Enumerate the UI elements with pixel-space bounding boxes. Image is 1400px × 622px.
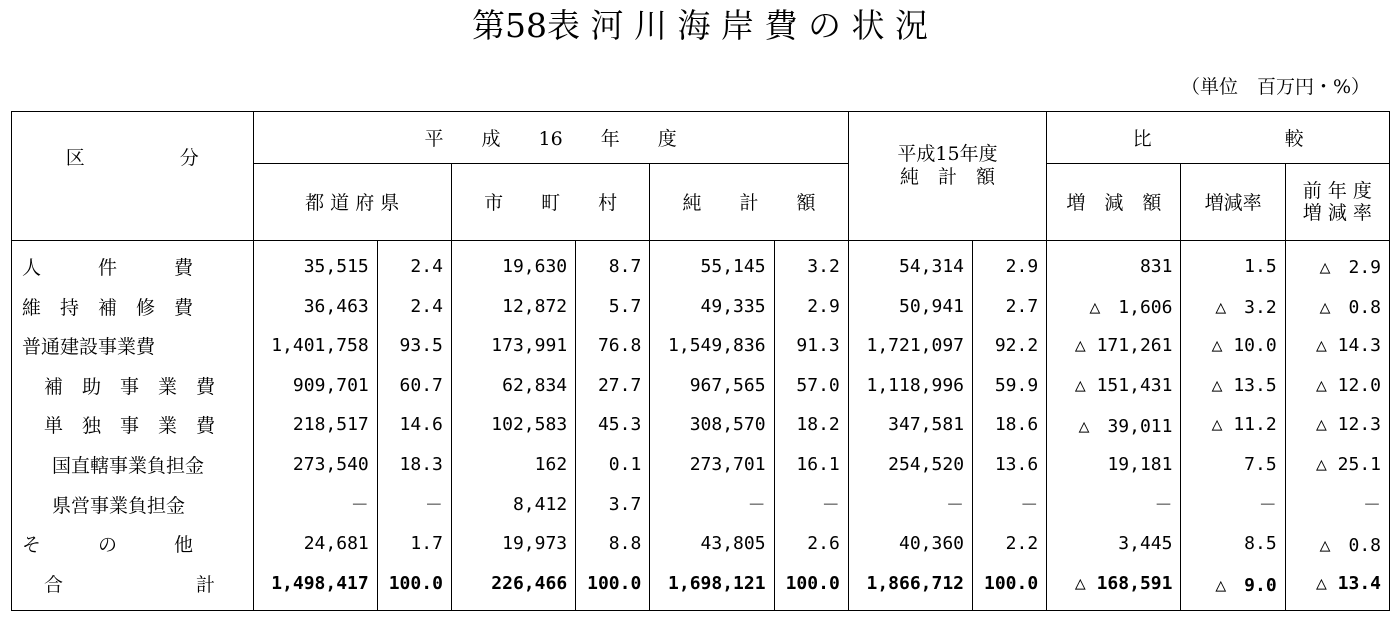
cell-shichoson-ratio: 45.3: [576, 405, 650, 445]
total-row: [12, 564, 1390, 604]
cell-zennendo: △ 12.3: [1285, 405, 1389, 445]
cell-zougenritsu: 8.5: [1181, 524, 1285, 564]
cell-zougenritsu: △ 13.5: [1181, 366, 1285, 406]
header-junkei: 純 計 額: [650, 163, 848, 240]
cell-junkei-ratio: 2.6: [774, 524, 848, 564]
cell-zennendo: △ 0.8: [1285, 286, 1389, 326]
cell-todofuken-amount: 36,463: [253, 286, 377, 326]
cell-junkei-amount: 43,805: [650, 524, 774, 564]
table-row: [12, 405, 1390, 445]
cell-shichoson-ratio: 5.7: [576, 286, 650, 326]
cell-zougengaku: △ 1,606: [1047, 286, 1181, 326]
cell-zougengaku: 3,445: [1047, 524, 1181, 564]
cell-shichoson-amount: 102,583: [451, 405, 575, 445]
cell-todofuken-amount: 1,498,417: [253, 564, 377, 604]
cell-h15-ratio: 2.9: [973, 247, 1047, 287]
page-title: 第58表 河 川 海 岸 費 の 状 況: [472, 6, 928, 45]
cell-zougengaku: 19,181: [1047, 445, 1181, 485]
cell-shichoson-ratio: 100.0: [576, 564, 650, 604]
row-label: 県営事業負担金: [12, 484, 254, 524]
cell-junkei-amount: 55,145: [650, 247, 774, 287]
cell-zennendo: △ 13.4: [1285, 564, 1389, 604]
cell-shichoson-ratio: 0.1: [576, 445, 650, 485]
cell-junkei-amount: 1,698,121: [650, 564, 774, 604]
header-shichoson: 市 町 村: [451, 163, 649, 240]
header-zennendo: [1285, 163, 1389, 240]
cell-junkei-ratio: 100.0: [774, 564, 848, 604]
cell-todofuken-amount: 35,515: [253, 247, 377, 287]
header-todofuken: 都 道 府 県: [253, 163, 451, 240]
cell-todofuken-amount: 273,540: [253, 445, 377, 485]
row-label: 単 独 事 業 費: [12, 405, 254, 445]
cell-todofuken-ratio: 1.7: [377, 524, 451, 564]
header-hikaku: 比 較: [1047, 112, 1390, 164]
cell-zougenritsu: △ 9.0: [1181, 564, 1285, 604]
cell-todofuken-ratio: 60.7: [377, 366, 451, 406]
cell-junkei-amount: －: [650, 484, 774, 524]
cell-shichoson-amount: 162: [451, 445, 575, 485]
cell-shichoson-ratio: 8.7: [576, 247, 650, 287]
cell-todofuken-ratio: －: [377, 484, 451, 524]
header-zougenritsu: 増減率: [1181, 163, 1285, 240]
cell-shichoson-amount: 173,991: [451, 326, 575, 366]
cell-zougenritsu: 1.5: [1181, 247, 1285, 287]
cell-h15-amount: －: [848, 484, 972, 524]
row-label: 国直轄事業負担金: [12, 445, 254, 485]
cell-junkei-ratio: 16.1: [774, 445, 848, 485]
cell-shichoson-amount: 12,872: [451, 286, 575, 326]
cell-h15-ratio: 2.2: [973, 524, 1047, 564]
cell-junkei-ratio: 57.0: [774, 366, 848, 406]
cell-shichoson-ratio: 3.7: [576, 484, 650, 524]
cell-zougengaku: 831: [1047, 247, 1181, 287]
cell-shichoson-ratio: 8.8: [576, 524, 650, 564]
table-row: [12, 286, 1390, 326]
cell-junkei-amount: 49,335: [650, 286, 774, 326]
cell-zennendo: －: [1285, 484, 1389, 524]
cell-h15-amount: 1,866,712: [848, 564, 972, 604]
row-label: 維 持 補 修 費: [12, 286, 254, 326]
cell-h15-ratio: 18.6: [973, 405, 1047, 445]
cell-shichoson-amount: 226,466: [451, 564, 575, 604]
header-h15-line1: 平成15年度: [897, 143, 998, 166]
cell-h15-amount: 1,118,996: [848, 366, 972, 406]
cell-h15-ratio: －: [973, 484, 1047, 524]
cell-todofuken-amount: 909,701: [253, 366, 377, 406]
cell-h15-ratio: 100.0: [973, 564, 1047, 604]
cell-zougenritsu: △ 10.0: [1181, 326, 1285, 366]
cell-shichoson-ratio: 76.8: [576, 326, 650, 366]
header-h15: [848, 112, 1046, 241]
cell-zougenritsu: △ 11.2: [1181, 405, 1285, 445]
cell-h15-amount: 50,941: [848, 286, 972, 326]
cell-zougenritsu: －: [1181, 484, 1285, 524]
cell-todofuken-amount: 1,401,758: [253, 326, 377, 366]
row-label: 人 件 費: [12, 247, 254, 287]
cell-zennendo: △ 12.0: [1285, 366, 1389, 406]
cell-h15-ratio: 59.9: [973, 366, 1047, 406]
cell-junkei-amount: 967,565: [650, 366, 774, 406]
river-coast-expense-table: [11, 111, 1390, 611]
cell-h15-ratio: 2.7: [973, 286, 1047, 326]
cell-h15-amount: 54,314: [848, 247, 972, 287]
cell-shichoson-ratio: 27.7: [576, 366, 650, 406]
row-label: 普通建設事業費: [12, 326, 254, 366]
cell-h15-amount: 254,520: [848, 445, 972, 485]
cell-todofuken-ratio: 2.4: [377, 286, 451, 326]
header-zennendo-line1: 前 年 度: [1302, 179, 1372, 202]
header-h16: 平 成 16 年 度: [253, 112, 848, 164]
cell-junkei-ratio: 2.9: [774, 286, 848, 326]
row-label: 補 助 事 業 費: [12, 366, 254, 406]
cell-zennendo: △ 25.1: [1285, 445, 1389, 485]
cell-todofuken-ratio: 14.6: [377, 405, 451, 445]
cell-zennendo: △ 2.9: [1285, 247, 1389, 287]
cell-junkei-ratio: 18.2: [774, 405, 848, 445]
table-row: [12, 366, 1390, 406]
table-row: [12, 524, 1390, 564]
cell-todofuken-amount: 24,681: [253, 524, 377, 564]
cell-junkei-amount: 308,570: [650, 405, 774, 445]
cell-zougengaku: △ 39,011: [1047, 405, 1181, 445]
cell-todofuken-ratio: 93.5: [377, 326, 451, 366]
unit-note: （単位 百万円・%）: [1180, 76, 1370, 98]
cell-junkei-ratio: 3.2: [774, 247, 848, 287]
cell-zougengaku: △ 171,261: [1047, 326, 1181, 366]
cell-zennendo: △ 0.8: [1285, 524, 1389, 564]
cell-zougengaku: △ 168,591: [1047, 564, 1181, 604]
cell-h15-amount: 347,581: [848, 405, 972, 445]
cell-zougengaku: －: [1047, 484, 1181, 524]
row-label: そ の 他: [12, 524, 254, 564]
cell-todofuken-ratio: 100.0: [377, 564, 451, 604]
cell-h15-ratio: 13.6: [973, 445, 1047, 485]
cell-h15-ratio: 92.2: [973, 326, 1047, 366]
cell-junkei-ratio: 91.3: [774, 326, 848, 366]
cell-todofuken-ratio: 18.3: [377, 445, 451, 485]
cell-h15-amount: 1,721,097: [848, 326, 972, 366]
table-row: [12, 326, 1390, 366]
header-zougengaku: 増 減 額: [1047, 163, 1181, 240]
cell-zougenritsu: △ 3.2: [1181, 286, 1285, 326]
cell-h15-amount: 40,360: [848, 524, 972, 564]
cell-todofuken-amount: －: [253, 484, 377, 524]
header-kubun: 区 分: [12, 112, 254, 241]
table-row: [12, 445, 1390, 485]
cell-shichoson-amount: 62,834: [451, 366, 575, 406]
cell-todofuken-amount: 218,517: [253, 405, 377, 445]
table-row: [12, 247, 1390, 287]
row-label: 合 計: [12, 564, 254, 604]
cell-junkei-ratio: －: [774, 484, 848, 524]
cell-zougenritsu: 7.5: [1181, 445, 1285, 485]
cell-shichoson-amount: 19,973: [451, 524, 575, 564]
table-row: [12, 484, 1390, 524]
header-h15-line2: 純 計 額: [899, 166, 995, 189]
cell-todofuken-ratio: 2.4: [377, 247, 451, 287]
cell-zennendo: △ 14.3: [1285, 326, 1389, 366]
cell-shichoson-amount: 19,630: [451, 247, 575, 287]
cell-shichoson-amount: 8,412: [451, 484, 575, 524]
header-zennendo-line2: 増 減 率: [1302, 201, 1372, 224]
cell-junkei-amount: 1,549,836: [650, 326, 774, 366]
cell-junkei-amount: 273,701: [650, 445, 774, 485]
cell-zougengaku: △ 151,431: [1047, 366, 1181, 406]
